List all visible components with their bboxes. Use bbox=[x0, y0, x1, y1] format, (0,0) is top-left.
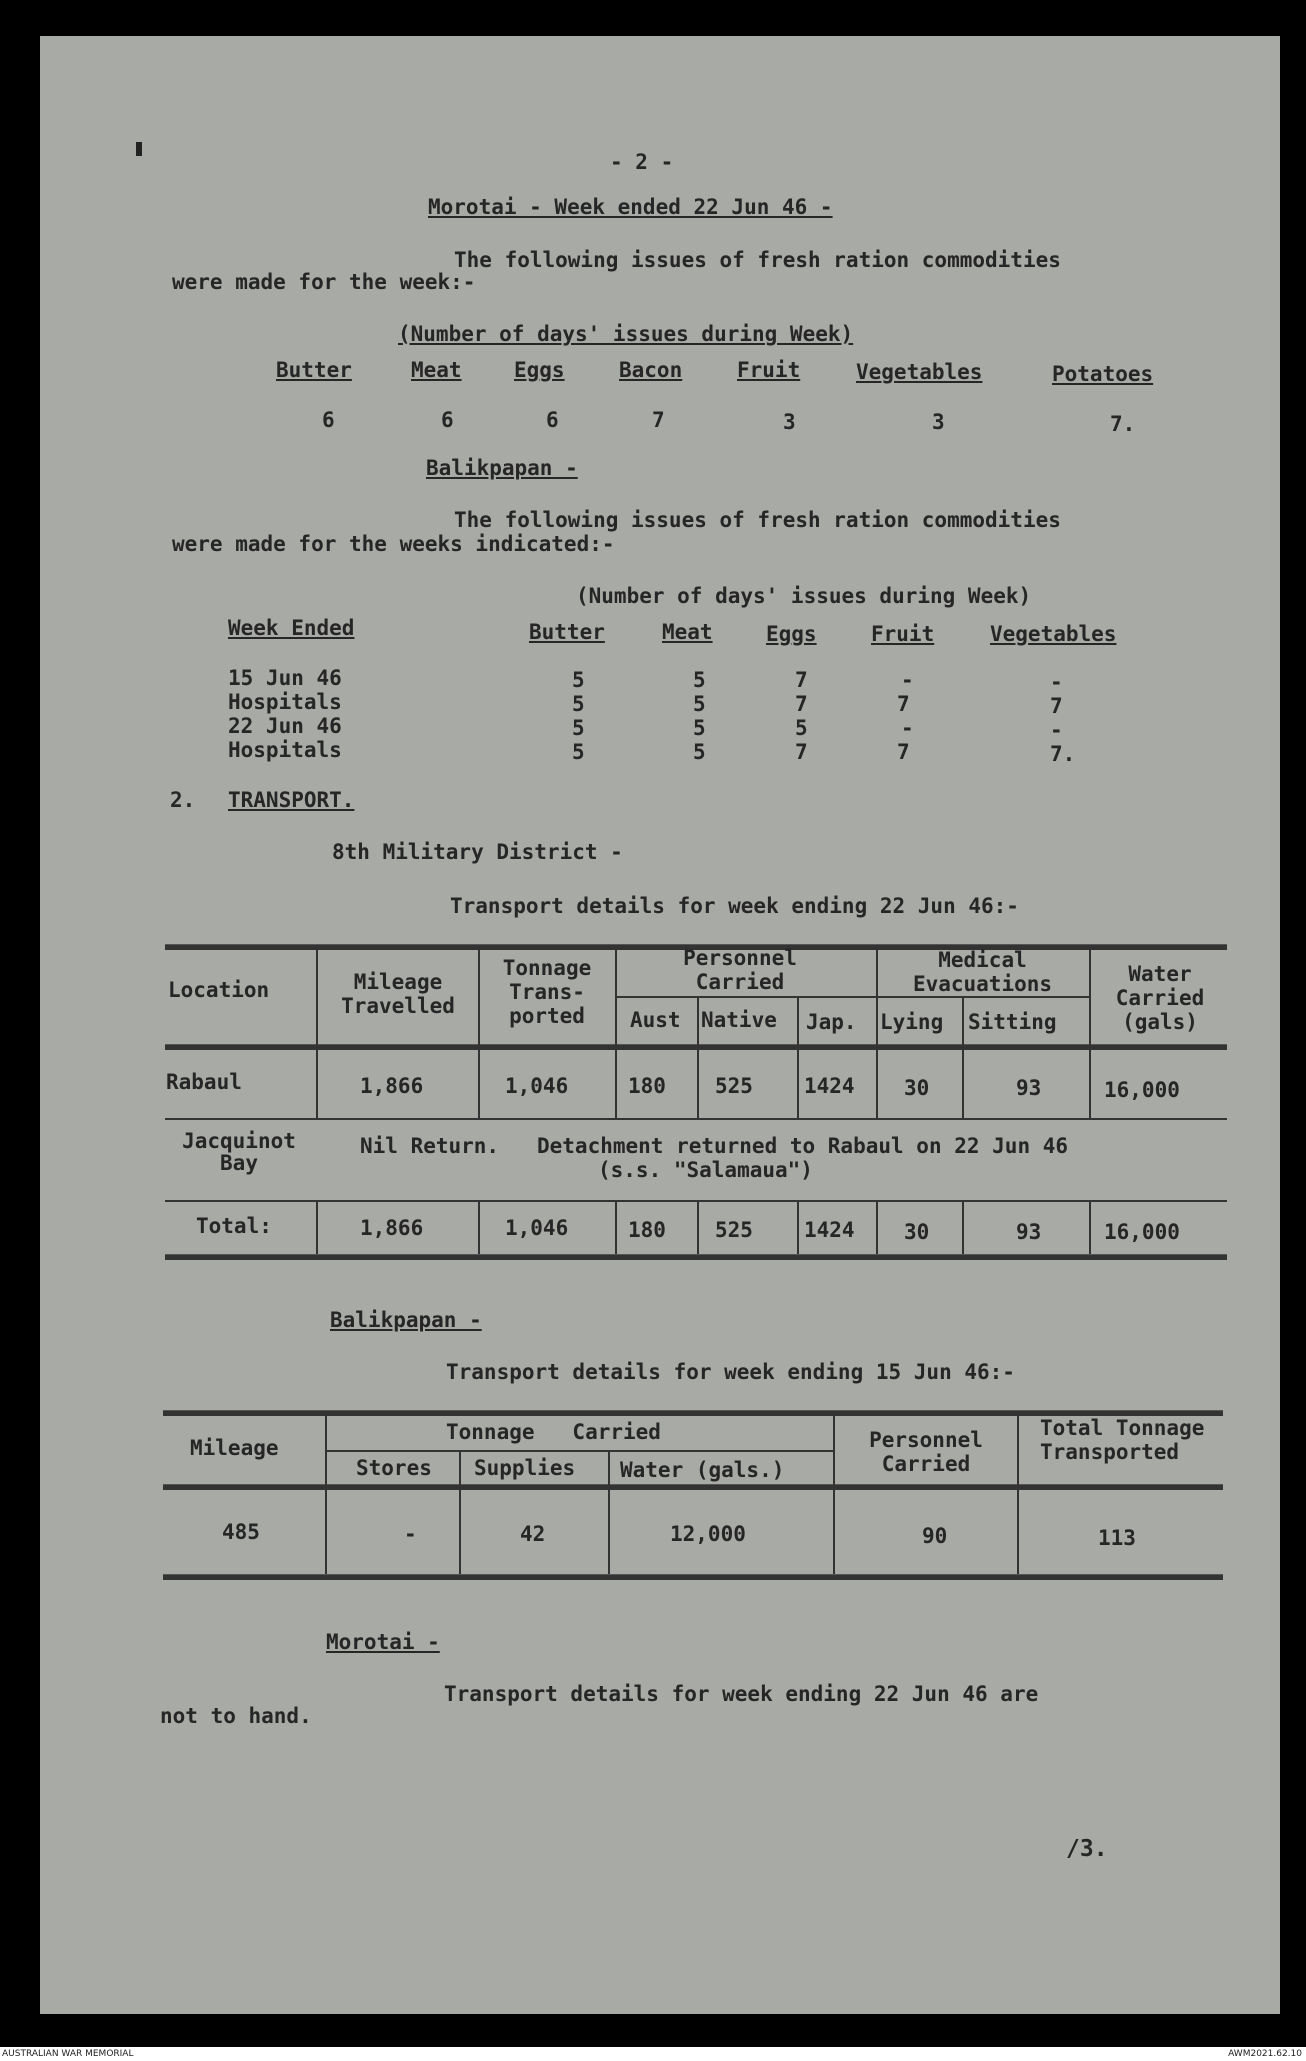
morotai-heading: Morotai - Week ended 22 Jun 46 - bbox=[428, 195, 833, 219]
col-divider bbox=[876, 950, 878, 1118]
cell: 7. bbox=[1050, 742, 1076, 766]
col-fruit-2: Fruit bbox=[871, 622, 935, 646]
header-personnel: Personnel Carried bbox=[869, 1428, 983, 1476]
col-divider bbox=[615, 1200, 617, 1254]
cell: 16,000 bbox=[1104, 1078, 1180, 1102]
cell: 93 bbox=[1016, 1220, 1042, 1244]
row-divider bbox=[165, 1200, 1227, 1202]
subheader-divider bbox=[325, 1450, 833, 1452]
col-meat-2: Meat bbox=[662, 620, 713, 644]
col-divider bbox=[1017, 1416, 1019, 1574]
col-divider bbox=[316, 1200, 318, 1254]
cell: 7 bbox=[897, 740, 910, 764]
cell: 1424 bbox=[804, 1218, 855, 1242]
balikpapan-heading: Balikpapan - bbox=[426, 456, 578, 480]
col-vegetables: Vegetables bbox=[856, 360, 983, 384]
morotai-transport-heading: Morotai - bbox=[326, 1630, 440, 1654]
row-label: Hospitals bbox=[228, 690, 342, 714]
morotai-para-line1: The following issues of fresh ration commodities bbox=[454, 248, 1061, 272]
col-divider bbox=[608, 1452, 610, 1574]
col-butter: Butter bbox=[276, 358, 352, 382]
col-divider bbox=[797, 1200, 799, 1254]
col-divider bbox=[615, 950, 617, 1118]
cell: 30 bbox=[904, 1220, 930, 1244]
cell: 93 bbox=[1016, 1076, 1042, 1100]
cell: - bbox=[404, 1522, 417, 1546]
cell: - bbox=[901, 668, 914, 692]
col-divider bbox=[876, 1200, 878, 1254]
cell: 1,866 bbox=[360, 1216, 424, 1240]
subheader-divider bbox=[615, 996, 1089, 998]
header-rule bbox=[163, 1484, 1223, 1490]
cell: 7 bbox=[795, 668, 808, 692]
cell: 5 bbox=[572, 716, 585, 740]
section-title: TRANSPORT. bbox=[228, 788, 355, 812]
cell: - bbox=[1050, 718, 1063, 742]
col-divider bbox=[797, 998, 799, 1118]
val-bacon: 7 bbox=[652, 408, 665, 432]
col-divider bbox=[478, 1200, 480, 1254]
cell: - bbox=[1050, 670, 1063, 694]
cell: 180 bbox=[628, 1074, 666, 1098]
cell: - bbox=[901, 716, 914, 740]
col-potatoes: Potatoes bbox=[1052, 362, 1154, 386]
cell: 485 bbox=[222, 1520, 260, 1544]
footer-left: AUSTRALIAN WAR MEMORIAL bbox=[2, 2049, 134, 2059]
table-bottom-rule bbox=[163, 1574, 1223, 1580]
header-personnel: Personnel Carried bbox=[683, 946, 797, 994]
jacquinot-note: Nil Return. Detachment returned to Rabaul on 22 Jun 46 bbox=[360, 1134, 1069, 1158]
val-potatoes: 7. bbox=[1110, 412, 1136, 436]
header-jap: Jap. bbox=[806, 1010, 857, 1034]
page-number: - 2 - bbox=[610, 150, 674, 174]
balikpapan-transport-intro: Transport details for week ending 15 Jun 46:- bbox=[446, 1360, 1015, 1384]
cell: 30 bbox=[904, 1076, 930, 1100]
col-divider bbox=[697, 998, 699, 1118]
cell: 7 bbox=[795, 740, 808, 764]
header-water: Water (gals.) bbox=[620, 1458, 785, 1482]
col-vegetables-2: Vegetables bbox=[990, 622, 1117, 646]
col-meat: Meat bbox=[411, 358, 462, 382]
cell: 5 bbox=[572, 692, 585, 716]
header-mileage: Mileage Travelled bbox=[341, 970, 455, 1018]
balikpapan-para-line1: The following issues of fresh ration commodities bbox=[454, 508, 1061, 532]
continued-page-ref: /3. bbox=[1066, 1836, 1108, 1862]
col-eggs: Eggs bbox=[514, 358, 565, 382]
header-rule bbox=[165, 1044, 1227, 1050]
col-divider bbox=[962, 1200, 964, 1254]
col-divider bbox=[1089, 1200, 1091, 1254]
cell: 5 bbox=[693, 740, 706, 764]
cell: 5 bbox=[693, 668, 706, 692]
balikpapan-subheading: (Number of days' issues during Week) bbox=[576, 584, 1032, 608]
footer-right: AWM2021.62.10 bbox=[1228, 2049, 1302, 2059]
cell: 5 bbox=[572, 668, 585, 692]
cell: 180 bbox=[628, 1218, 666, 1242]
col-divider bbox=[697, 1200, 699, 1254]
col-divider bbox=[962, 998, 964, 1118]
ink-mark bbox=[136, 142, 142, 156]
morotai-transport-line1: Transport details for week ending 22 Jun 46 are bbox=[444, 1682, 1039, 1706]
header-medical: Medical Evacuations bbox=[912, 948, 1053, 996]
table-bottom-rule bbox=[165, 1254, 1227, 1260]
cell-location: Rabaul bbox=[166, 1070, 242, 1094]
header-aust: Aust bbox=[630, 1008, 681, 1032]
cell: 7 bbox=[897, 692, 910, 716]
header-total-tonnage: Total Tonnage Transported bbox=[1040, 1416, 1205, 1464]
col-divider bbox=[325, 1416, 327, 1574]
header-water: Water Carried (gals) bbox=[1115, 962, 1205, 1034]
morotai-transport-line2: not to hand. bbox=[160, 1704, 312, 1728]
row-label: 22 Jun 46 bbox=[228, 714, 342, 738]
val-meat: 6 bbox=[441, 408, 454, 432]
cell: 7 bbox=[1050, 694, 1063, 718]
jacquinot-note-ship: (s.s. "Salamaua") bbox=[598, 1158, 813, 1182]
balikpapan-para-line2: were made for the weeks indicated:- bbox=[172, 532, 615, 556]
header-mileage: Mileage bbox=[190, 1436, 279, 1460]
col-divider bbox=[1089, 950, 1091, 1118]
cell: 90 bbox=[922, 1524, 948, 1548]
val-vegetables: 3 bbox=[932, 410, 945, 434]
cell: 5 bbox=[795, 716, 808, 740]
cell: 1424 bbox=[804, 1074, 855, 1098]
col-eggs-2: Eggs bbox=[766, 622, 817, 646]
val-butter: 6 bbox=[322, 408, 335, 432]
val-eggs: 6 bbox=[546, 408, 559, 432]
cell-location: Jacquinot Bay bbox=[182, 1129, 296, 1175]
col-butter-2: Butter bbox=[529, 620, 605, 644]
district-heading: 8th Military District - bbox=[332, 840, 623, 864]
transport-intro: Transport details for week ending 22 Jun 46:- bbox=[450, 894, 1019, 918]
col-divider bbox=[459, 1452, 461, 1574]
row-label: Hospitals bbox=[228, 738, 342, 762]
col-divider bbox=[478, 950, 480, 1118]
header-lying: Lying bbox=[880, 1010, 944, 1034]
col-fruit: Fruit bbox=[737, 358, 801, 382]
morotai-para-line2: were made for the week:- bbox=[172, 270, 476, 294]
archive-footer bbox=[0, 2047, 1306, 2061]
cell: 5 bbox=[693, 716, 706, 740]
col-divider bbox=[316, 950, 318, 1118]
header-tonnage-carried: Tonnage Carried bbox=[446, 1420, 661, 1444]
cell: 1,046 bbox=[505, 1074, 569, 1098]
morotai-subheading: (Number of days' issues during Week) bbox=[398, 322, 854, 346]
cell: 1,046 bbox=[505, 1216, 569, 1240]
header-location: Location bbox=[168, 978, 270, 1002]
cell-total-label: Total: bbox=[196, 1214, 272, 1238]
cell: 1,866 bbox=[360, 1074, 424, 1098]
cell: 525 bbox=[715, 1218, 753, 1242]
cell: 16,000 bbox=[1104, 1220, 1180, 1244]
header-native: Native bbox=[701, 1008, 777, 1032]
balikpapan-transport-heading: Balikpapan - bbox=[330, 1308, 482, 1332]
val-fruit: 3 bbox=[783, 410, 796, 434]
cell: 42 bbox=[520, 1522, 546, 1546]
col-week-ended: Week Ended bbox=[228, 616, 355, 640]
header-supplies: Supplies bbox=[474, 1456, 576, 1480]
row-divider bbox=[165, 1118, 1227, 1120]
cell: 12,000 bbox=[670, 1522, 746, 1546]
cell: 7 bbox=[795, 692, 808, 716]
col-bacon: Bacon bbox=[619, 358, 683, 382]
header-stores: Stores bbox=[356, 1456, 432, 1480]
cell: 113 bbox=[1098, 1526, 1136, 1550]
row-label: 15 Jun 46 bbox=[228, 666, 342, 690]
cell: 525 bbox=[715, 1074, 753, 1098]
cell: 5 bbox=[572, 740, 585, 764]
header-sitting: Sitting bbox=[968, 1010, 1057, 1034]
cell: 5 bbox=[693, 692, 706, 716]
col-divider bbox=[833, 1416, 835, 1574]
header-tonnage: Tonnage Trans- ported bbox=[502, 956, 592, 1028]
section-number: 2. bbox=[170, 788, 196, 812]
